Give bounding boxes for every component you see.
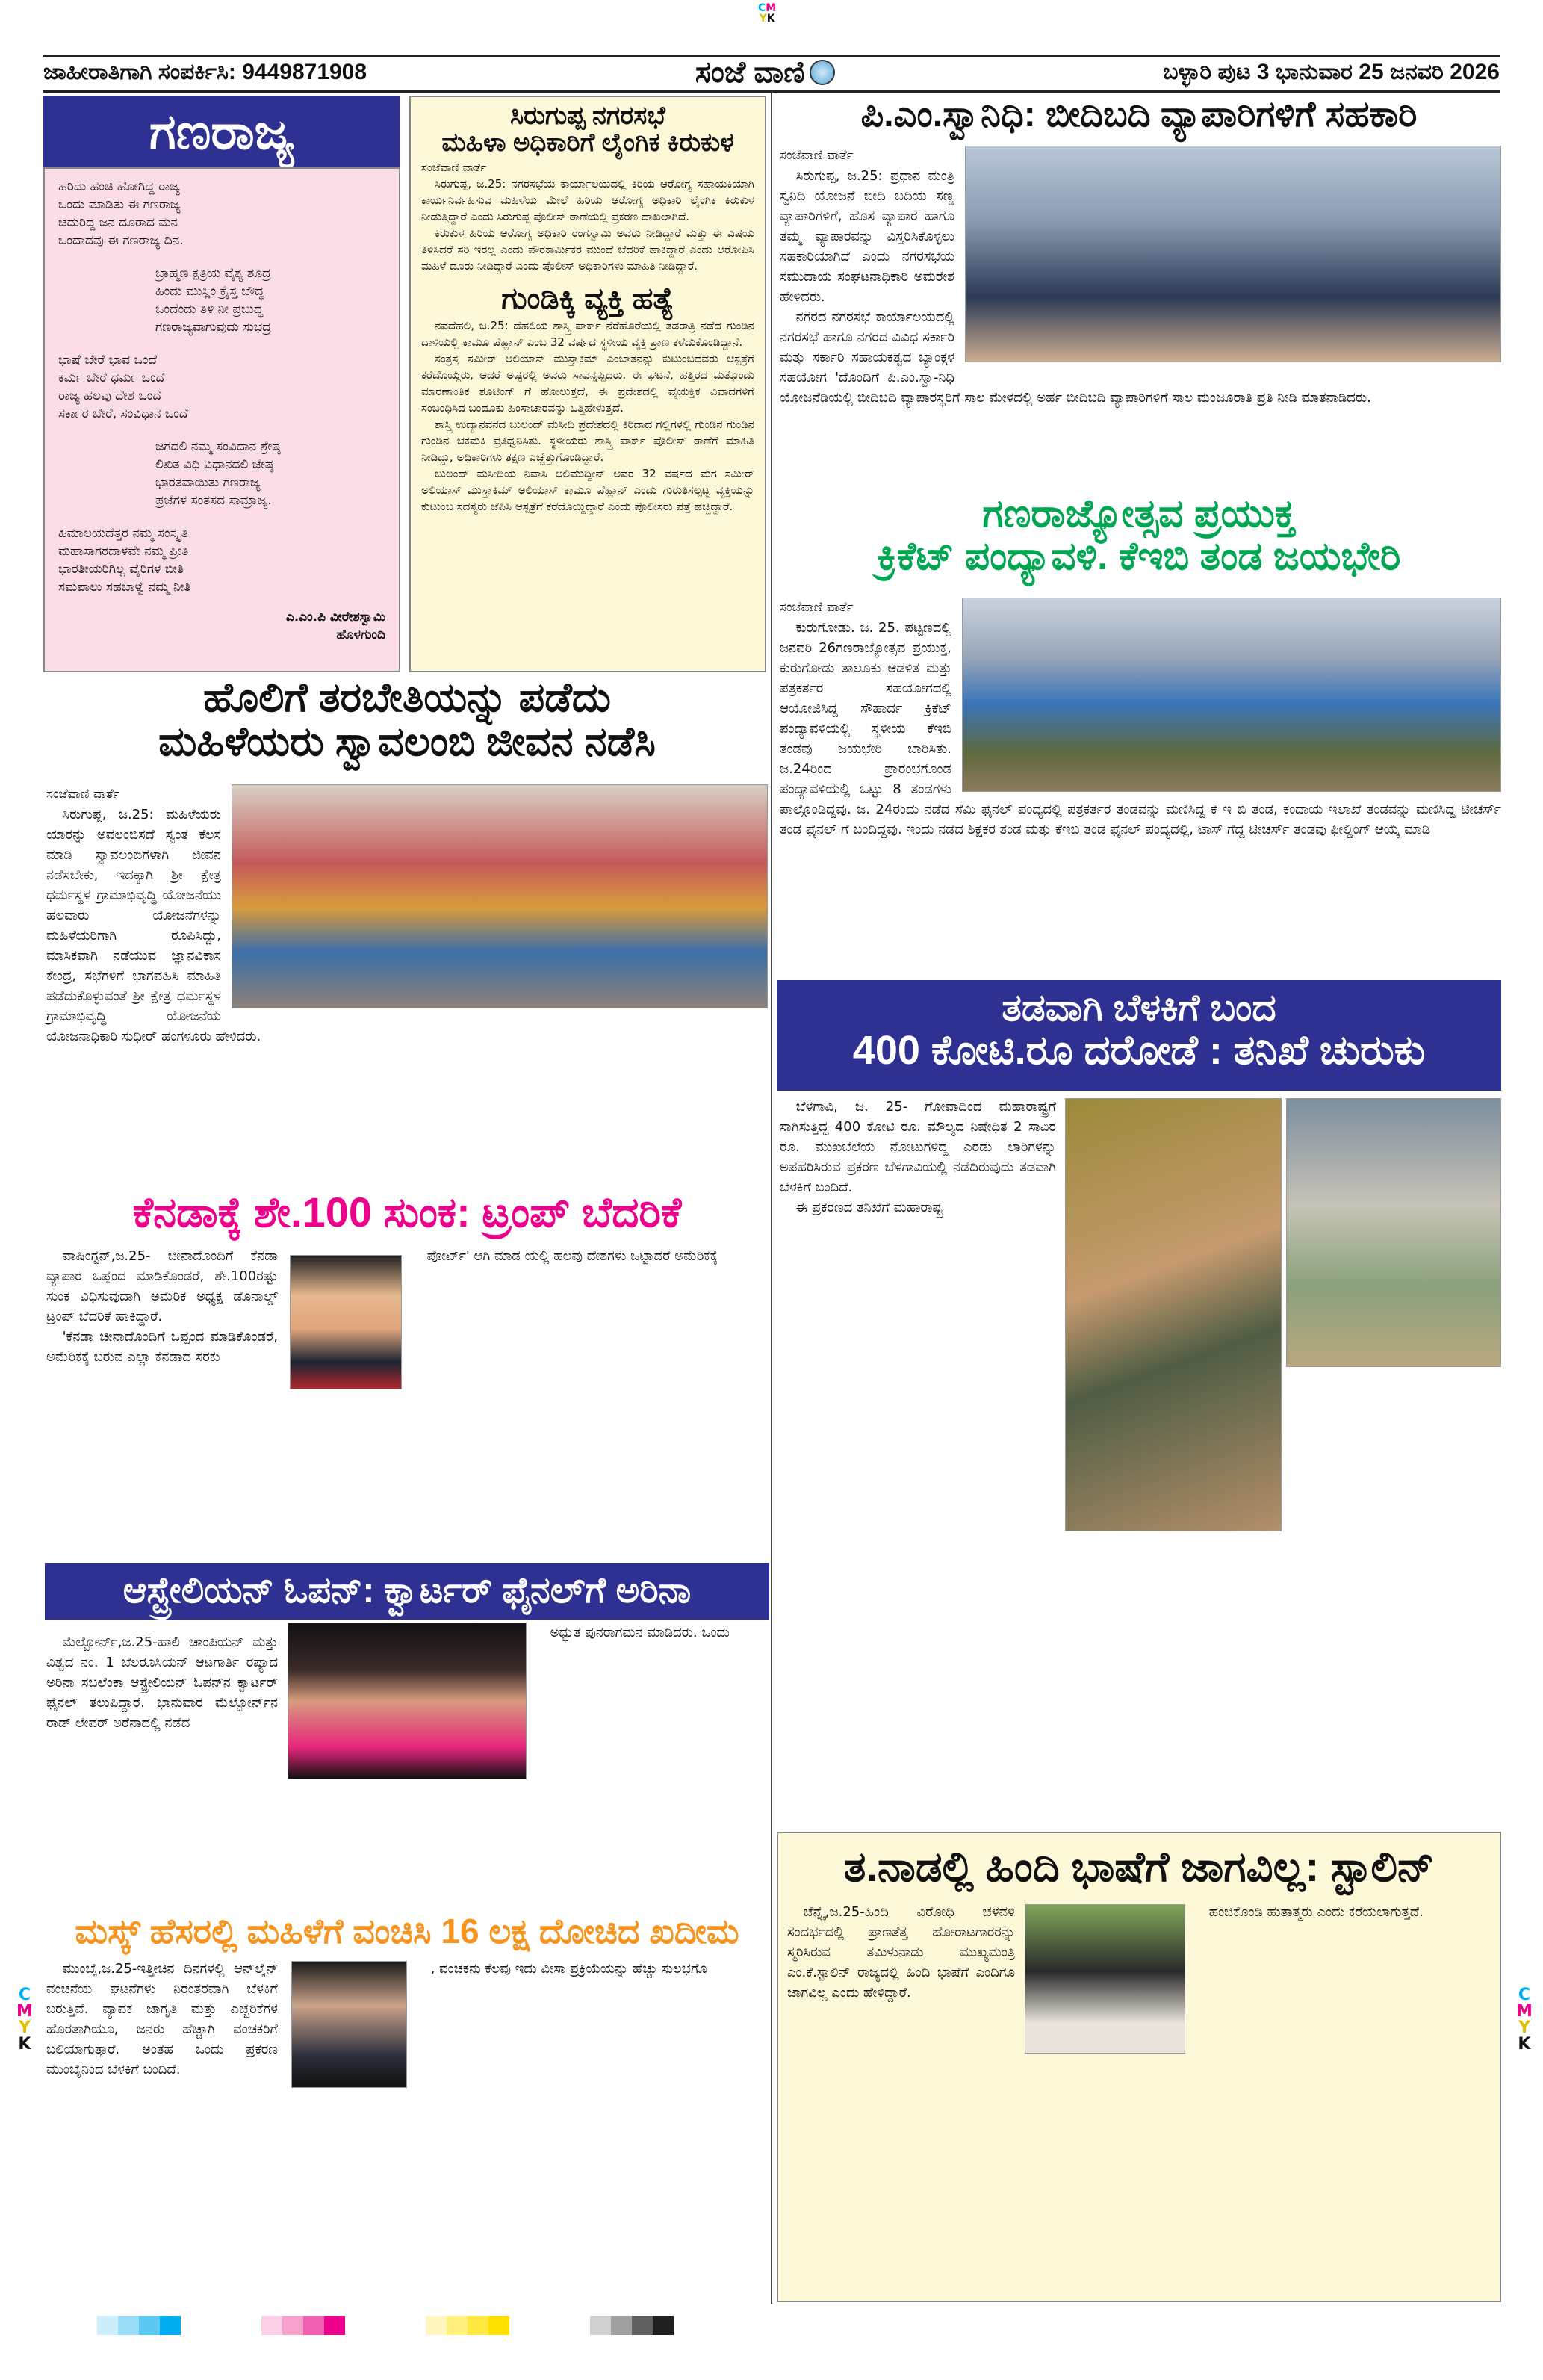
registration-mark-left [16, 1987, 33, 2053]
calibration-swatch [160, 2316, 181, 2335]
yellow-news-box [409, 96, 766, 672]
stalin-headline: ತ.ನಾಡಲ್ಲಿ ಹಿಂದಿ ಭಾಷೆಗೆ ಜಾಗವಿಲ್ಲ: ಸ್ಟಾಲಿನ್ [843, 1843, 1435, 1890]
calibration-swatch [97, 2316, 118, 2335]
harassment-headline-1: ಸಿರುಗುಪ್ಪ ನಗರಸಭೆ [510, 102, 665, 130]
cricket-body [780, 598, 1501, 971]
poem-stanza: ಹಿಮಾಲಯದೆತ್ತರ ನಮ್ಮ ಸಂಸ್ಕೃತಿ ಮಹಾಸಾಗರದಾಳವೇ ನಮ್ಮ ಪ್ರೀತಿ ಭಾರತೀಯರಿಗಿಲ್ಲ ವೈರಿಗಳ ಬೀತಿ ಸಮಪಾಲು ಸಹಬಾಳ್ವೆ ನಮ್ಮ ನೀತಿ [58, 526, 191, 595]
poem-title-band [43, 96, 400, 167]
paragraph: ಅದ್ಭುತ ಪುನರಾಗಮನ ಮಾಡಿದರು. ಒಂದು [550, 1625, 730, 1640]
calibration-swatch [653, 2316, 674, 2335]
paragraph: ಬುಲಂದ್ ಮಸೀದಿಯ ನಿವಾಸಿ ಅಲಿಮುದ್ದೀನ್ ಅವರ 32 ವರ್ಷದ ಮಗ ಸಮೀರ್ ಅಲಿಯಾಸ್ ಮುಸ್ತಾಕಿಮ್ ಅಲಿಯಾಸ್ ಕಾಮೂ ಪೆಹ್ಲಾನ್ ಎಂದು ಗುರುತಿಸಲ್ಪಟ್ಟ ವ್ಯಕ್ತಿಯನ್ನು ಕುಟುಂಬ ಸದಸ್ಯರು ಜೆಪಿಸಿ ಆಸ್ಪತ್ರೆಗೆ ಕರೆದೊಯ್ದಿದ್ದಾರೆ ಎಂದು ಪೊಲೀಸರು ಪತ್ತೆ ಹಚ್ಚಿದ್ದಾರೆ. [421, 467, 754, 514]
calibration-swatch [118, 2316, 139, 2335]
cmyk-m: M [766, 2, 777, 14]
arina-photo [288, 1623, 527, 1779]
cmyk-k: K [1518, 2035, 1531, 2054]
musk-headline: ಮಸ್ಕ್ ಹೆಸರಲ್ಲಿ ಮಹಿಳೆಗೆ ವಂಚಿಸಿ 16 ಲಕ್ಷ ದೋಚಿದ ಖದೀಮ [75, 1912, 739, 1950]
stalin-box [777, 1832, 1501, 2302]
women-headline [45, 676, 769, 765]
trump-body [46, 1246, 278, 1367]
women-headline-1: ಹೊಲಿಗೆ ತರಬೇತಿಯನ್ನು ಪಡೆದು [203, 675, 611, 720]
arina-body-cont [534, 1623, 768, 1643]
page-header [43, 55, 1500, 89]
women-headline-2: ಮಹಿಳೆಯರು ಸ್ವಾವಲಂಬಿ ಜೀವನ ನಡೆಸಿ [158, 719, 656, 765]
paragraph: ಪೋರ್ಟ್' ಆಗಿ ಮಾಡ ಯಲ್ಲಿ ಹಲವು ದೇಶಗಳು ಒಟ್ಟಾದರೆ ಅಮೆರಿಕಕ್ಕೆ [426, 1248, 718, 1264]
robbery-headline-1: ತಡವಾಗಿ ಬೆಳಕಿಗೆ ಬಂದ [1002, 987, 1276, 1029]
harassment-body [421, 159, 754, 274]
byline: ಸಂಜೆವಾಣಿ ವಾರ್ತೆ [421, 161, 486, 175]
poem-stanza: ಹರಿದು ಹಂಚಿ ಹೋಗಿದ್ದ ರಾಜ್ಯ ಒಂದು ಮಾಡಿತು ಈ ಗಣರಾಜ್ಯ ಚದುರಿದ್ದ ಜನ ದೂರಾದ ಮನ ಒಂದಾದವು ಈ ಗಣರಾಜ್ಯ ದಿನ. [58, 179, 184, 248]
poem-stanza: ಜಗದಲಿ ನಮ್ಮ ಸಂವಿದಾನ ಶ್ರೇಷ್ಠ ಲಿಖಿತ ವಿಧಿ ವಿಧಾನದಲಿ ಜೇಷ್ಠ ಭಾರತವಾಯಿತು ಗಣರಾಜ್ಯ ಪ್ರಜೆಗಳ ಸಂತಸದ ಸಾಮ್ರಾಜ್ಯ. [155, 439, 281, 508]
cmyk-c: C [1518, 1986, 1531, 2004]
cmyk-k: K [766, 13, 775, 25]
calibration-swatch [488, 2316, 509, 2335]
paragraph: ಶಾಸ್ತ್ರಿ ಉದ್ಯಾನವನದ ಬುಲಂದ್ ಮಸೀದಿ ಪ್ರದೇಶದಲ್ಲಿ ಕಿರಿದಾದ ಗಲ್ಲಿಗಳಲ್ಲಿ ಗುಂಡಿನ ಗುಂಡಿನ ಗುಂಡಿನ ಚಕಮಕಿ ಪ್ರತಿಧ್ವನಿಸಿತು. ಸ್ಥಳೀಯರು ಶಾಸ್ತ್ರಿ ಪಾರ್ಕ್ ಪೊಲೀಸ್ ಠಾಣೆಗೆ ಮಾಹಿತಿ ನೀಡಿದ್ದು, ಅಧಿಕಾರಿಗಳು ತಕ್ಷಣ ಎಚ್ಚೆತ್ತುಗೊಂಡಿದ್ದಾರೆ. [421, 418, 754, 465]
cricket-team-photo [962, 598, 1501, 792]
calibration-swatch [282, 2316, 303, 2335]
arina-headline: ಆಸ್ಟ್ರೇಲಿಯನ್ ಓಪನ್: ಕ್ವಾರ್ಟರ್ ಫೈನಲ್‌ಗೆ ಅರಿನಾ [122, 1571, 692, 1611]
women-training-photo [232, 784, 768, 1008]
musk-photo [291, 1961, 407, 2088]
edition-info: ಬಳ್ಳಾರಿ ಪುಟ 3 ಭಾನುವಾರ 25 ಜನವರಿ 2026 [1163, 60, 1500, 84]
registration-mark-right [1516, 1987, 1533, 2053]
calibration-swatch [426, 2316, 447, 2335]
poem-box [43, 167, 400, 672]
robbery-body [780, 1097, 1056, 1218]
cricket-headline-1: ಗಣರಾಜ್ಯೋತ್ಸವ ಪ್ರಯುಕ್ತ [982, 492, 1296, 536]
svanidhi-headline: ಪಿ.ಎಂ.ಸ್ವಾನಿಧಿ: ಬೀದಿಬದಿ ವ್ಯಾಪಾರಿಗಳಿಗೆ ಸಹಕಾರಿ [860, 95, 1418, 134]
musk-body [46, 1959, 278, 2080]
calibration-swatch [324, 2316, 345, 2335]
paragraph: ಹಂಚಿಕೊಂಡಿ ಹುತಾತ್ಮರು ಎಂದು ಕರೆಯಲಾಗುತ್ತದೆ. [1208, 1904, 1424, 1920]
calibration-swatch [261, 2316, 282, 2335]
svanidhi-photo [965, 146, 1501, 362]
cmyk-k: K [18, 2035, 31, 2054]
poem-author: ಎ.ಎಂ.ಪಿ ವೀರೇಶಸ್ವಾಮಿ [285, 610, 385, 625]
stalin-body [787, 1902, 1015, 2003]
arina-body [46, 1632, 278, 1733]
byline: ಸಂಜೆವಾಣಿ ವಾರ್ತೆ [780, 148, 854, 163]
cricket-headline-2: ಕ್ರಿಕೆಟ್ ಪಂದ್ಯಾವಳಿ. ಕೆಇಬಿ ತಂಡ ಜಯಭೇರಿ [877, 535, 1401, 579]
robbery-headline-band [777, 980, 1501, 1091]
poem-stanza: ಬ್ರಾಹ್ಮಣ ಕ್ಷತ್ರಿಯ ವೈಶ್ಯ ಶೂದ್ರ ಹಿಂದು ಮುಸ್ಲಿಂ ಕ್ರೈಸ್ತ ಬೌದ್ಧ ಒಂದೆಂದು ತಿಳಿ ನೀ ಪ್ರಬುದ್ಧ ಗಣರಾಜ್ಯವಾಗುವುದು ಸುಭದ್ರ [155, 266, 271, 335]
calibration-swatch [632, 2316, 653, 2335]
calibration-swatch [447, 2316, 468, 2335]
paragraph: ನಗರದ ನಗರಸಭೆ ಕಾರ್ಯಾಲಯದಲ್ಲಿ ನಗರಸಭೆ ಹಾಗೂ ನಗರದ ವಿವಿಧ ಸರ್ಕಾರಿ ಮತ್ತು ಸರ್ಕಾರಿ ಸಹಾಯಕತ್ವದ ಬ್ಯಾಂಕ್ಗಳ ಸಹಯೋಗ 'ದೊಂದಿಗೆ ಪಿ.ಎಂ.ಸ್ವಾ-ನಿಧಿ ಯೋಜನೆಡಿಯಲ್ಲಿ ಬೀದಿಬದಿ ವ್ಯಾಪಾರಸ್ಥರಿಗೆ ಸಾಲ ಮೇಳದಲ್ಲಿ ಅರ್ಹ ಬೀದಿಬದಿ ವ್ಯಾಪಾರಿಗಳಿಗೆ ಸಾಲ ಮಂಜೂರಾತಿ ಪ್ರತಿ ನೀಡಿ ಮಾತನಾಡಿದರು. [780, 309, 1371, 406]
highway-photo [1065, 1098, 1282, 1531]
poem-place: ಹೊಳಗುಂದಿ [336, 627, 385, 642]
women-body [46, 784, 768, 1180]
poem-title: ಗಣರಾಜ್ಯ [149, 104, 295, 159]
cmyk-c: C [18, 1986, 31, 2004]
paragraph: , ವಂಚಕನು ಕೆಲವು ಇದು ವೀಸಾ ಪ್ರಕ್ರಿಯೆಯನ್ನು ಹೆಚ್ಚು ಸುಲಭಗೊ [430, 1961, 707, 1977]
harassment-headline-2: ಮಹಿಳಾ ಅಧಿಕಾರಿಗೆ ಲೈಂಗಿಕ ಕಿರುಕುಳ [441, 128, 734, 157]
currency-truck-photo [1286, 1098, 1501, 1367]
cmyk-y: Y [18, 2018, 31, 2037]
paragraph: ವಾಷಿಂಗ್ಟನ್,ಜ.25- ಚೀನಾದೊಂದಿಗೆ ಕೆನಡಾ ವ್ಯಾಪಾರ ಒಪ್ಪಂದ ಮಾಡಿಕೊಂಡರೆ, ಶೇ.100ರಷ್ಟು ಸುಂಕ ವಿಧಿಸುವುದಾಗಿ ಅಮೆರಿಕ ಅಧ್ಯಕ್ಷ ಡೊನಾಲ್ಡ್ ಟ್ರಂಪ್ ಬೆದರಿಕೆ ಹಾಕಿದ್ದಾರೆ. [46, 1248, 278, 1324]
cmyk-y: Y [1518, 2018, 1530, 2037]
trump-photo [290, 1255, 402, 1389]
registration-mark-top [758, 3, 776, 24]
byline: ಸಂಜೆವಾಣಿ ವಾರ್ತೆ [780, 600, 854, 615]
stalin-photo [1025, 1904, 1185, 2054]
paragraph: ಮೆಲ್ಬೋರ್ನ್,ಜ.25-ಹಾಲಿ ಚಾಂಪಿಯನ್ ಮತ್ತು ವಿಶ್ವದ ನಂ. 1 ಬೆಲರೂಸಿಯನ್ ಆಟಗಾರ್ತಿ ರಷ್ಯಾದ ಅರಿನಾ ಸಬಲೆಂಕಾ ಆಸ್ಟ್ರೇಲಿಯನ್ ಓಪನ್‌ನ ಕ್ವಾರ್ಟರ್ ಫೈನಲ್ ತಲುಪಿದ್ದಾರೆ. ಭಾನುವಾರ ಮೆಲ್ಬೋರ್ನ್‌ನ ರಾಡ್ ಲೇವರ್ ಅರೆನಾದಲ್ಲಿ ನಡೆದ [46, 1634, 278, 1731]
masthead [695, 56, 835, 90]
paragraph: ಸಿರುಗುಪ್ಪ, ಜ.25: ಮಹಿಳೆಯರು ಯಾರನ್ನು ಅವಲಂಬಿಸದೆ ಸ್ವಂತ ಕೆಲಸ ಮಾಡಿ ಸ್ವಾವಲಂಬಿಗಳಾಗಿ ಜೀವನ ನಡೆಸಬೇಕು, ಇದಕ್ಕಾಗಿ ಶ್ರೀ ಕ್ಷೇತ್ರ ಧರ್ಮಸ್ಥಳ ಗ್ರಾಮಾಭಿವೃದ್ಧಿ ಯೋಜನೆಯು ಹಲವಾರು ಯೋಜನೆಗಳನ್ನು ಮಹಿಳೆಯರಿಗಾಗಿ ರೂಪಿಸಿದ್ದು, ಮಾಸಿಕವಾಗಿ ನಡೆಯುವ ಜ್ಞಾನವಿಕಾಸ ಕೇಂದ್ರ, ಸಭೆಗಳಿಗೆ ಭಾಗವಹಿಸಿ ಮಾಹಿತಿ ಪಡೆದುಕೊಳ್ಳುವಂತೆ ಶ್ರೀ ಕ್ಷೇತ್ರ ಧರ್ಮಸ್ಥಳ ಗ್ರಾಮಾಭಿವೃದ್ಧಿ ಯೋಜನೆಯ ಯೋಜನಾಧಿಕಾರಿ ಸುಧೀರ್ ಹಂಗಳೂರು ಹೇಳಿದರು. [46, 807, 261, 1044]
calibration-swatch [468, 2316, 488, 2335]
trump-body-cont [411, 1246, 768, 1266]
poem-stanza: ಭಾಷೆ ಬೇರೆ ಭಾವ ಒಂದೆ ಕರ್ಮ ಬೇರೆ ಧರ್ಮ ಒಂದೆ ರಾಜ್ಯ ಹಲವು ದೇಶ ಒಂದೆ ಸರ್ಕಾರ ಬೇರೆ, ಸಂವಿಧಾನ ಒಂದೆ [58, 353, 188, 421]
paragraph: ಸಿರುಗುಪ್ಪ, ಜ.25: ನಗರಸಭೆಯ ಕಾರ್ಯಾಲಯದಲ್ಲಿ ಕಿರಿಯ ಆರೋಗ್ಯ ಸಹಾಯಕಿಯಾಗಿ ಕಾರ್ಯನಿರ್ವಹಿಸುವ ಮಹಿಳೆಯ ಮೇಲೆ ಹಿರಿಯ ಆರೋಗ್ಯ ಅಧಿಕಾರಿ ಲೈಂಗಿಕ ಕಿರುಕುಳ ನೀಡುತ್ತಿದ್ದಾರೆ ಎಂದು ಸಿರುಗುಪ್ಪ ಪೊಲೀಸ್ ಠಾಣೆಯಲ್ಲಿ ಪ್ರಕರಣ ದಾಖಲಾಗಿದೆ. [421, 177, 754, 224]
shooting-body [421, 317, 754, 515]
paragraph: ಕಿರುಕುಳ ಹಿರಿಯ ಆರೋಗ್ಯ ಅಧಿಕಾರಿ ರಂಗಸ್ವಾಮಿ ಅವರು ನೀಡಿದ್ದಾರೆ ಮತ್ತು ಈ ವಿಷಯ ತಿಳಿಸಿದರೆ ಸರಿ ಇರಲ್ಲ ಎಂದು ಪೌರಕಾರ್ಮಿಕರ ಮುಂದೆ ಬೆದರಿಕೆ ಹಾಕಿದ್ದಾರೆ ಎಂದು ಆರೋಪಿಸಿ ಮಹಿಳೆ ದೂರು ನೀಡಿದ್ದಾರೆ ಎಂದು ಪೊಲೀಸ್ ಅಧಿಕಾರಿಗಳು ಮಾಹಿತಿ ನೀಡಿದ್ದಾರೆ. [421, 226, 754, 273]
cmyk-c: C [758, 2, 766, 14]
paragraph: ಸಿರುಗುಪ್ಪ, ಜ.25: ಪ್ರಧಾನ ಮಂತ್ರಿ ಸ್ವನಿಧಿ ಯೋಜನೆ ಬೀದಿ ಬದಿಯ ಸಣ್ಣ ವ್ಯಾಪಾರಿಗಳಿಗೆ, ಹೊಸ ವ್ಯಾಪಾರ ಹಾಗೂ ತಮ್ಮ ವ್ಯಾಪಾರವನ್ನು ವಿಸ್ತರಿಸಿಕೊಳ್ಳಲು ಸಹಕಾರಿಯಾಗಿದೆ ಎಂದು ನಗರಸಭೆಯ ಸಮುದಾಯ ಸಂಘಟನಾಧಿಕಾರಿ ಅಮರೇಶ ಹೇಳಿದರು. [780, 168, 954, 305]
calibration-swatch [611, 2316, 632, 2335]
globe-logo-icon [810, 60, 835, 85]
cmyk-m: M [1516, 2002, 1533, 2021]
arina-headline-band [45, 1563, 769, 1620]
cmyk-m: M [16, 2002, 33, 2021]
ad-contact: ಜಾಹೀರಾತಿಗಾಗಿ ಸಂಪರ್ಕಿಸಿ: 9449871908 [43, 60, 367, 84]
byline: ಸಂಜೆವಾಣಿ ವಾರ್ತೆ [46, 787, 120, 802]
shooting-headline: ಗುಂಡಿಕ್ಕಿ ವ್ಯಕ್ತಿ ಹತ್ಯೆ [501, 282, 674, 316]
paragraph: ಕುರುಗೋಡು. ಜ. 25. ಪಟ್ಟಣದಲ್ಲಿ ಜನವರಿ 26ಗಣರಾಜ್ಯೋತ್ಸವ ಪ್ರಯುಕ್ತ, ಕುರುಗೋಡು ತಾಲೂಕು ಆಡಳಿತ ಮತ್ತು ಪತ್ರಕರ್ತರ ಸಹಯೋಗದಲ್ಲಿ ಆಯೋಜಿಸಿದ್ದ ಸೌಹಾರ್ದ ಕ್ರಿಕೆಟ್ ಪಂದ್ಯಾವಳಿಯಲ್ಲಿ ಸ್ಥಳೀಯ ಕೆಇಬಿ ತಂಡವು ಜಯಭೇರಿ ಬಾರಿಸಿತು. ಜ.24ರಿಂದ ಪ್ರಾರಂಭಗೊಂಡ ಪಂದ್ಯಾವಳಿಯಲ್ಲಿ ಒಟ್ಟು 8 ತಂಡಗಳು ಪಾಲ್ಗೊಂಡಿದ್ದವು. ಜ. 24ರಂದು ನಡೆದ ಸೆಮಿ ಫೈನಲ್ ಪಂದ್ಯದಲ್ಲಿ ಪತ್ರಕರ್ತರ ತಂಡವನ್ನು ಮಣಿಸಿದ್ದ ಕೆ ಇ ಬಿ ತಂಡ, ಕಂದಾಯ ಇಲಾಖೆ ತಂಡವನ್ನು ಮಣಿಸಿದ್ದ ಟೀಚರ್ಸ್ ತಂಡ ಫೈನಲ್ ಗೆ ಬಂದಿದ್ದವು. ಇಂದು ನಡೆದ ಶಿಕ್ಷಕರ ತಂಡ ಮತ್ತು ಕೆಇಬಿ ತಂಡ ಫೈನಲ್ ಪಂದ್ಯದಲ್ಲಿ, ಟಾಸ್ ಗೆದ್ದ ಟೀಚರ್ಸ್ ತಂಡವು ಫೀಲ್ಡಿಂಗ್ ಆಯ್ಕೆ ಮಾಡಿ [780, 620, 1501, 837]
paragraph: ಬೆಳಗಾವಿ, ಜ. 25- ಗೋವಾದಿಂದ ಮಹಾರಾಷ್ಟ್ರಗೆ ಸಾಗಿಸುತ್ತಿದ್ದ 400 ಕೋಟಿ ರೂ. ಮೌಲ್ಯದ ನಿಷೇಧಿತ 2 ಸಾವಿರ ರೂ. ಮುಖಬೆಲೆಯ ನೋಟುಗಳಿದ್ದ ಎರಡು ಲಾರಿಗಳನ್ನು ಅಪಹರಿಸಿರುವ ಪ್ರಕರಣ ಬೆಳಗಾವಿಯಲ್ಲಿ ನಡೆದಿರುವುದು ತಡವಾಗಿ ಬೆಳಕಿಗೆ ಬಂದಿದೆ. [780, 1099, 1056, 1195]
calibration-swatch [303, 2316, 324, 2335]
cmyk-y: Y [759, 13, 767, 25]
stalin-body-cont [1193, 1902, 1491, 1922]
paragraph: ಈ ಪ್ರಕರಣದ ತನಿಖೆಗೆ ಮಹಾರಾಷ್ಟ್ರ [795, 1200, 943, 1215]
calibration-swatch [590, 2316, 611, 2335]
robbery-headline-2: 400 ಕೋಟಿ.ರೂ ದರೋಡೆ : ತನಿಖೆ ಚುರುಕು [852, 1028, 1426, 1073]
cricket-headline [777, 493, 1501, 578]
musk-body-cont [415, 1959, 768, 1979]
trump-headline: ಕೆನಡಾಕ್ಕೆ ಶೇ.100 ಸುಂಕ: ಟ್ರಂಪ್ ಬೆದರಿಕೆ [132, 1189, 682, 1236]
column-divider [771, 93, 772, 2304]
paragraph: ಚೆನ್ನೈ,ಜ.25-ಹಿಂದಿ ವಿರೋಧಿ ಚಳವಳಿ ಸಂದರ್ಭದಲ್ಲಿ ಪ್ರಾಣತೆತ್ತ ಹೋರಾಟಗಾರರನ್ನು ಸ್ಮರಿಸಿರುವ ತಮಿಳುನಾಡು ಮುಖ್ಯಮಂತ್ರಿ ಎಂ.ಕೆ.ಸ್ಟಾಲಿನ್ ರಾಜ್ಯದಲ್ಲಿ ಹಿಂದಿ ಭಾಷೆಗೆ ಎಂದಿಗೂ ಜಾಗವಿಲ್ಲ ಎಂದು ಹೇಳಿದ್ದಾರೆ. [787, 1904, 1015, 2001]
paragraph: ಸಂತ್ರಸ್ತ ಸಮೀರ್ ಅಲಿಯಾಸ್ ಮುಸ್ತಾಕಿಮ್ ಎಂಬಾತನನ್ನು ಕುಟುಂಬದವರು ಆಸ್ಪತ್ರೆಗೆ ಕರೆದೊಯ್ದರು, ಆದರೆ ಅಷ್ಟರಲ್ಲಿ ಅವರು ಸಾವನ್ನಪ್ಪಿದರು. ಈ ಘಟನೆ, ಹತ್ತಿರದ ಮತ್ತೊಂದು ಮಾರಣಾಂತಿಕ ಶೂಟಿಂಗ್ ಗೆ ಹೋಲುತ್ತದೆ, ಈ ಪ್ರದೇಶದಲ್ಲಿ ವೈಯಕ್ತಿಕ ವಿವಾದಗಳಿಗೆ ಸಂಬಂಧಿಸಿದ ಬಂದೂಕು ಹಿಂಸಾಚಾರವನ್ನು ಒತ್ತಿಹೇಳುತ್ತದೆ. [421, 352, 754, 415]
paragraph: 'ಕೆನಡಾ ಚೀನಾದೊಂದಿಗೆ ಒಪ್ಪಂದ ಮಾಡಿಕೊಂಡರೆ, ಅಮೆರಿಕಕ್ಕೆ ಬರುವ ಎಲ್ಲಾ ಕೆನಡಾದ ಸರಕು [46, 1329, 278, 1365]
masthead-text: ಸಂಜೆ ವಾಣಿ [695, 55, 805, 89]
calibration-swatch [139, 2316, 160, 2335]
paragraph: ಮುಂಬೈ,ಜ.25-ಇತ್ತೀಚಿನ ದಿನಗಳಲ್ಲಿ ಆನ್‌ಲೈನ್ ವಂಚನೆಯ ಘಟನೆಗಳು ನಿರಂತರವಾಗಿ ಬೆಳಕಿಗೆ ಬರುತ್ತಿವೆ. ವ್ಯಾಪಕ ಜಾಗೃತಿ ಮತ್ತು ಎಚ್ಚರಿಕೆಗಳ ಹೊರತಾಗಿಯೂ, ಜನರು ಹೆಚ್ಚಾಗಿ ವಂಚಕರಿಗೆ ಬಲಿಯಾಗುತ್ತಾರೆ. ಅಂತಹ ಒಂದು ಪ್ರಕರಣ ಮುಂಬೈನಿಂದ ಬೆಳಕಿಗೆ ಬಂದಿದೆ. [46, 1961, 278, 2077]
paragraph: ನವದೆಹಲಿ, ಜ.25: ದೆಹಲಿಯ ಶಾಸ್ತ್ರಿ ಪಾರ್ಕ್ ನೆರೆಹೊರೆಯಲ್ಲಿ ತಡರಾತ್ರಿ ನಡೆದ ಗುಂಡಿನ ದಾಳಿಯಲ್ಲಿ ಕಾಮೂ ಪೆಹ್ಲಾನ್ ಎಂಬ 32 ವರ್ಷದ ಸ್ಥಳೀಯ ವ್ಯಕ್ತಿ ಪ್ರಾಣ ಕಳೆದುಕೊಂಡಿದ್ದಾನೆ. [421, 319, 754, 350]
svanidhi-body [780, 146, 1501, 486]
